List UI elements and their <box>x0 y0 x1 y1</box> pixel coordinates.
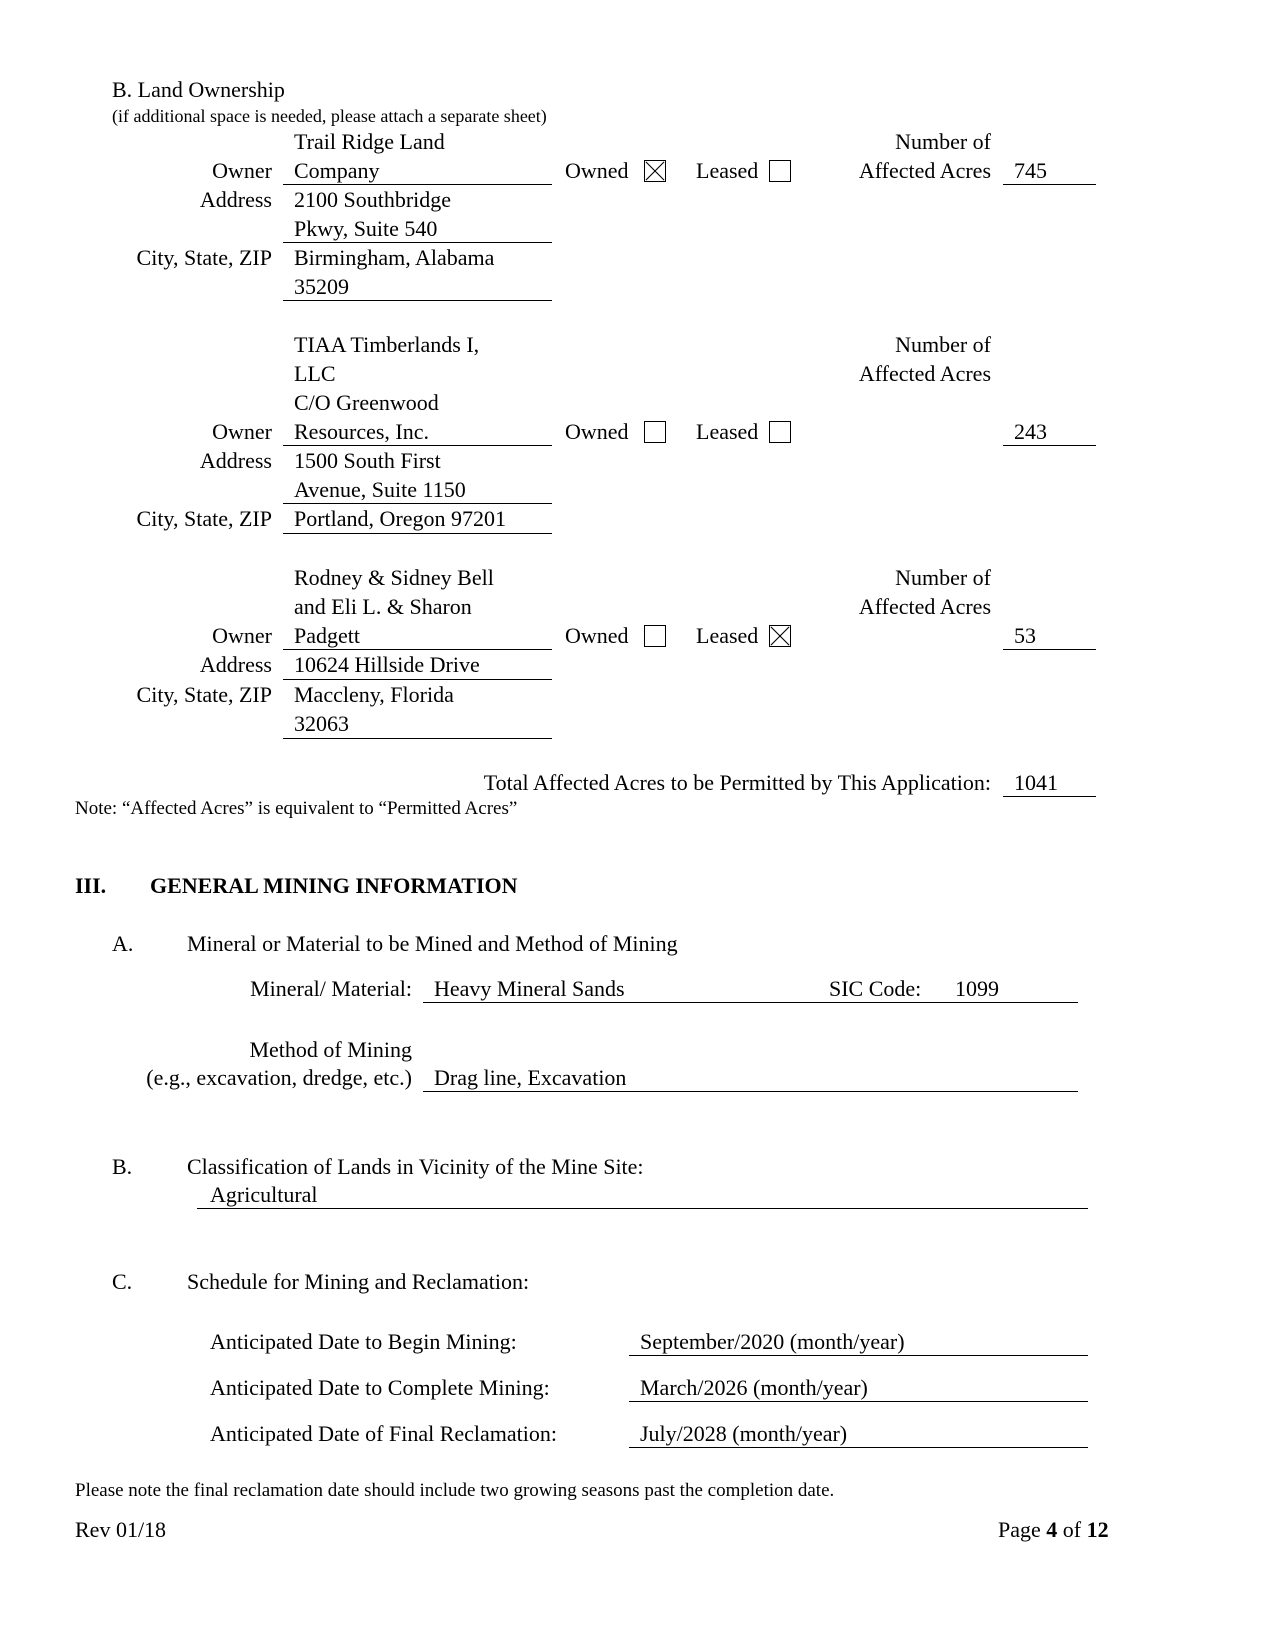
land-ownership-note: (if additional space is needed, please attach a separate sheet) <box>112 106 547 126</box>
land-ownership-heading: B. Land Ownership <box>112 77 285 102</box>
mineral-value: Heavy Mineral Sands <box>434 976 625 1001</box>
city-underline <box>283 300 552 301</box>
owner-address: 1500 South First Avenue, Suite 1150 <box>294 448 466 502</box>
land-classification-value: Agricultural <box>210 1182 318 1207</box>
begin-mining-label: Anticipated Date to Begin Mining: <box>210 1329 517 1354</box>
total-acres-value: 1041 <box>1014 770 1058 795</box>
sic-code-value: 1099 <box>955 976 999 1001</box>
owned-checkbox[interactable] <box>644 421 666 443</box>
leased-checkbox[interactable] <box>769 160 791 182</box>
affected-acres-note: Note: “Affected Acres” is equivalent to “Permitted Acres” <box>75 798 518 819</box>
leased-checkbox-checked[interactable] <box>769 625 791 647</box>
owned-label: Owned <box>565 158 629 183</box>
affected-acres-label: Number of Affected Acres <box>858 565 991 619</box>
owner-label: Owner <box>212 419 272 444</box>
total-acres-label: Total Affected Acres to be Permitted by This Application: <box>483 770 991 795</box>
final-reclamation-underline <box>629 1447 1088 1448</box>
method-value: Drag line, Excavation <box>434 1065 627 1090</box>
sic-code-label: SIC Code: <box>829 976 922 1001</box>
page-number: Page 4 of 12 <box>998 1517 1109 1542</box>
owner-label: Owner <box>212 623 272 648</box>
address-label: Address <box>199 448 272 473</box>
final-reclamation-value: July/2028 (month/year) <box>640 1421 848 1446</box>
owned-label: Owned <box>565 623 629 648</box>
item-a-heading: Mineral or Material to be Mined and Method of Mining <box>187 931 678 956</box>
owner-address: 2100 Southbridge Pkwy, Suite 540 <box>294 187 452 241</box>
owner-city-state-zip: Birmingham, Alabama 35209 <box>294 245 495 299</box>
city-underline <box>283 738 552 739</box>
method-label-line1: Method of Mining <box>249 1037 412 1062</box>
land-classification-underline <box>197 1208 1088 1209</box>
mineral-underline <box>423 1002 1078 1003</box>
owner-name: Trail Ridge Land Company <box>294 129 445 183</box>
owned-label: Owned <box>565 419 629 444</box>
address-label: Address <box>199 187 272 212</box>
method-underline <box>423 1091 1078 1092</box>
leased-label: Leased <box>696 158 759 183</box>
reclamation-note: Please note the final reclamation date should include two growing seasons past the completion date. <box>75 1480 835 1501</box>
complete-mining-underline <box>629 1401 1088 1402</box>
leased-label: Leased <box>696 623 759 648</box>
begin-mining-value: September/2020 (month/year) <box>640 1329 905 1354</box>
item-b-heading: Classification of Lands in Vicinity of the Mine Site: <box>187 1154 644 1179</box>
address-label: Address <box>199 652 272 677</box>
city-state-zip-label: City, State, ZIP <box>136 506 272 531</box>
acres-underline <box>1003 445 1096 446</box>
complete-mining-label: Anticipated Date to Complete Mining: <box>210 1375 550 1400</box>
item-a-letter: A. <box>112 931 134 956</box>
owner-name: TIAA Timberlands I, LLC C/O Greenwood Resources, Inc. <box>294 332 480 444</box>
total-acres-underline <box>1003 796 1096 797</box>
acres-underline <box>1003 649 1096 650</box>
owner-name: Rodney & Sidney Bell and Eli L. & Sharon Padgett <box>294 565 494 648</box>
affected-acres-label: Number of Affected Acres <box>858 332 991 386</box>
complete-mining-value: March/2026 (month/year) <box>640 1375 868 1400</box>
affected-acres-value: 745 <box>1014 158 1047 183</box>
affected-acres-value: 53 <box>1014 623 1036 648</box>
item-c-letter: C. <box>112 1269 133 1294</box>
owner-city-state-zip: Portland, Oregon 97201 <box>294 506 507 531</box>
method-label-line2: (e.g., excavation, dredge, etc.) <box>146 1065 412 1090</box>
city-state-zip-label: City, State, ZIP <box>136 245 272 270</box>
city-underline <box>283 533 552 534</box>
affected-acres-label: Number of Affected Acres <box>858 129 991 183</box>
owner-address: 10624 Hillside Drive <box>294 652 480 677</box>
owned-checkbox-checked[interactable] <box>644 160 666 182</box>
affected-acres-value: 243 <box>1014 419 1047 444</box>
acres-underline <box>1003 184 1096 185</box>
leased-checkbox[interactable] <box>769 421 791 443</box>
final-reclamation-label: Anticipated Date of Final Reclamation: <box>210 1421 558 1446</box>
revision-label: Rev 01/18 <box>75 1517 167 1542</box>
owner-label: Owner <box>212 158 272 183</box>
begin-mining-underline <box>629 1355 1088 1356</box>
city-state-zip-label: City, State, ZIP <box>136 682 272 707</box>
section-title: GENERAL MINING INFORMATION <box>150 873 518 898</box>
leased-label: Leased <box>696 419 759 444</box>
section-numeral: III. <box>75 873 107 898</box>
item-b-letter: B. <box>112 1154 133 1179</box>
owned-checkbox[interactable] <box>644 625 666 647</box>
mineral-label: Mineral/ Material: <box>250 976 412 1001</box>
owner-city-state-zip: Maccleny, Florida 32063 <box>294 682 454 736</box>
item-c-heading: Schedule for Mining and Reclamation: <box>187 1269 530 1294</box>
